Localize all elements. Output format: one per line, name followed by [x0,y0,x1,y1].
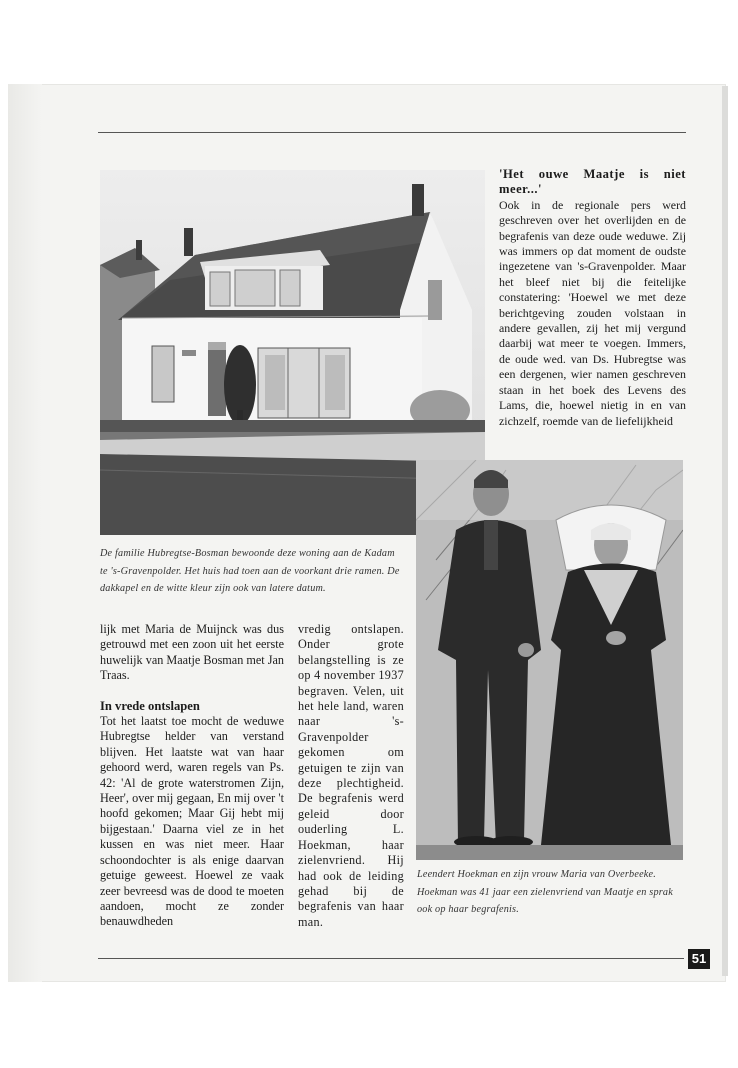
page-right-edge [722,86,728,976]
section-heading-vrede-ontslapen: In vrede ontslapen [100,698,200,713]
article-column-left [100,622,284,930]
section-heading-oude-maatje: 'Het ouwe Maatje is niet meer...' [499,167,686,197]
couple-photo [416,460,683,860]
paragraph-vrede-ontslapen: Tot het laatst toe mocht de weduwe Hubregtse helder van verstand blijven. Het laatste wat van haar gehoord werd, waren regels van Ps. 42: 'Al de grote waterstromen Zijn, Heer', over mij gegaan, En mij over 't hoofd gekomen; Maar Gij hebt mij bijgestaan.' Daarna viel ze in het kussen en was niet meer. Haar schoondochter is als enige daarvan getuige geweest. Hoewel ze vaak zeer bevreesd was de dood te moeten aandoen, mocht ze zonder benauwdheden [100,714,284,929]
caption-house-photo: De familie Hubregtse-Bosman bewoonde deze woning aan de Kadam te 's-Gravenpolder. Het huis had toen aan de voorkant drie ramen. De dakkapel en de witte kleur zijn ook van latere datum. [100,548,400,594]
bottom-rule [98,958,684,959]
caption-couple-photo: Leendert Hoekman en zijn vrouw Maria van Overbeeke. Hoekman was 41 jaar een zielenvriend van Maatje en sprak ook op haar begrafenis. [417,869,673,915]
article-column-middle [298,622,404,930]
page-number: 51 [688,949,710,969]
paragraph-begrafenis: vredig ontslapen. Onder grote belangstelling is ze op 4 november 1937 begraven. Velen, uit het hele land, waren naar 's-Gravenpolder gekomen om getuigen te zijn van deze plechtigheid. De begrafenis werd geleid door ouderling L. Hoekman, haar zielenvriend. Hij had ook de leiding gehad bij de begrafenis van haar man. [298,622,404,929]
paragraph-intro-muijnck: lijk met Maria de Muijnck was dus getrouwd met een zoon uit het eerste huwelijk van Maatje Bosman met Jan Traas. [100,622,284,683]
page-spine-shadow [8,84,42,982]
paragraph-regionale-pers: Ook in de regionale pers werd geschreven over het overlijden en de begrafenis van deze oude weduwe. Zij was immers op dat moment de oudste ingezetene van 's-Gravenpolder. Maar het bleef niet bij die feitelijke constatering: 'Hoewel we met deze berichtgeving zouden volstaan in andere gevallen, zij het mij vergund daarbij wat meer te voegen. Immers, de oude wed. van Ds. Hubregtse was een dergenen, wier namen geschreven staan in het boek des Levens des Lams, die, hoewel nietig in en van zichzelf, roemde van de liefelijkheid [499,197,686,428]
top-rule [98,132,686,133]
article-column-right [499,167,686,429]
